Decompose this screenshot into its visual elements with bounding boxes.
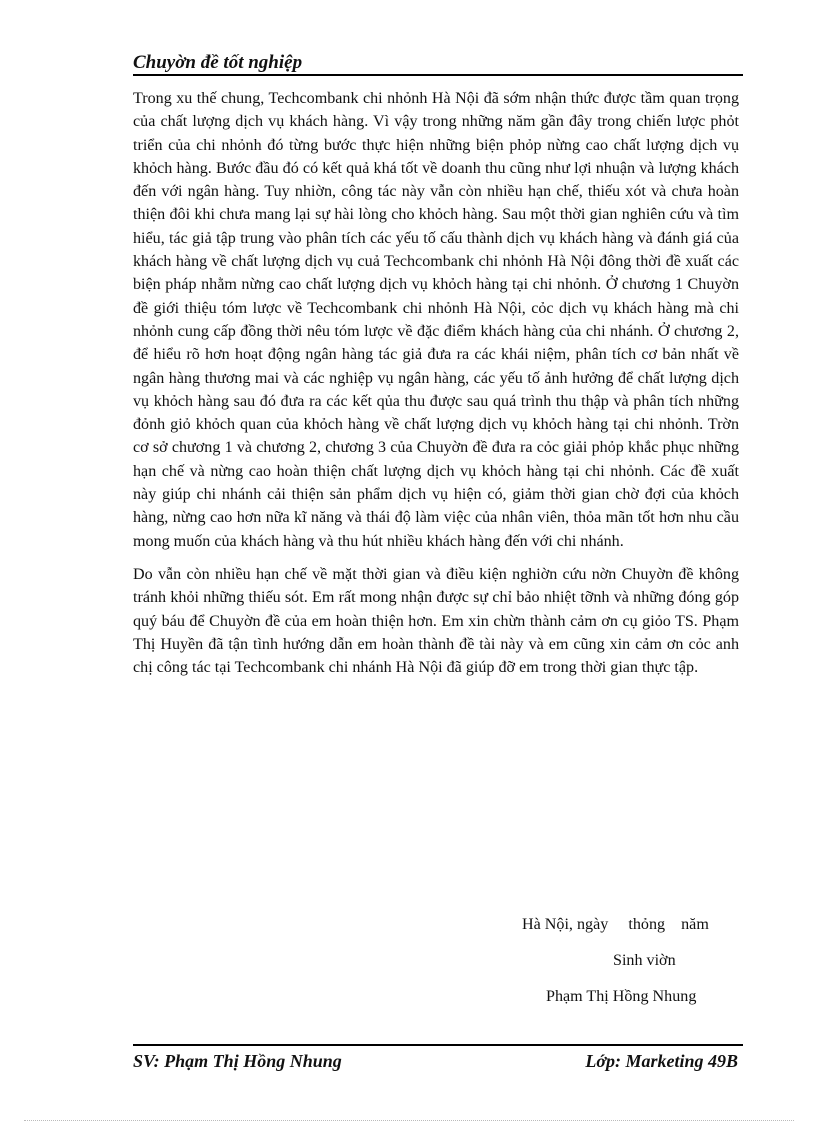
footer-class: Lớp: Marketing 49B <box>585 1051 738 1071</box>
signature-role: Sinh viờn <box>613 952 676 969</box>
paragraph-1: Trong xu thế chung, Techcombank chi nhỏnh Hà Nội đã sớm nhận thức được tầm quan trọng của chất lượng dịch vụ khách hàng. Vì vậy trong những năm gần đây trong chiến lược phỏt triển của chi nhỏnh đó từng bước thực hiện những biện phỏp nừng cao chất lượng dịch vụ khỏch hàng. Bước đầu đó có kết quả khá tốt về doanh thu cũng như lợi nhuận và lượng khách đến với ngân hàng. Tuy nhiờn, công tác này vẫn còn nhiều hạn chế, thiếu xót và chưa hoàn thiện đôi khi chưa mang lại sự hài lòng cho khỏch hàng. Sau một thời gian nghiên cứu và tìm hiểu, tác giả tập trung vào phân tích các yếu tố cấu thành dịch vụ khách hàng và đánh giá của khách hàng về chất lượng dịch vụ cuả Techcombank chi nhỏnh Hà Nội đông thời đề xuất các biện pháp nhằm nừng cao chất lượng dịch vụ khỏch hàng tại chi nhỏnh. Ở chương 1 Chuyờn đề giới thiệu tóm lược về Techcombank chi nhỏnh Hà Nội, cỏc dịch vụ khách hàng mà chi nhỏnh cung cấp đồng thời nêu tóm lược về đặc điểm khách hàng của chi nhánh. Ở chương 2, để hiểu rõ hơn hoạt động ngân hàng tác giả đưa ra các khái niệm, phân tích cơ bản nhất về ngân hàng thương mai và các nghiệp vụ ngân hàng, các yếu tố ảnh hưởng để chất lượng dịch vụ khỏch hàng sau đó đưa ra các kết qủa thu được sau quá trình thu thập và phân tích những đỏnh giỏ khỏch quan của khỏch hàng về chất lượng dịch vụ khỏch hàng tại chi nhỏnh. Trờn cơ sở chương 1 và chương 2, chương 3 của Chuyờn đề đưa ra cỏc giải phỏp khắc phục những hạn chế và nừng cao hoàn thiện chất lượng dịch vụ khỏch hàng tại chi nhỏnh. Các đề xuất này giúp chi nhánh cải thiện sản phẩm dịch vụ hiện có, giảm thời gian chờ đợi của khỏch hàng, nừng cao hơn nữa kĩ năng và thái độ làm việc của nhân viên, thỏa mãn tốt hơn nhu cầu mong muốn của khách hàng và thu hút nhiều khách hàng đến với chi nhánh. <box>133 90 739 550</box>
footer-divider <box>133 1044 743 1046</box>
page-header-title: Chuyờn đề tốt nghiệp <box>133 52 303 73</box>
paragraph-2: Do vẫn còn nhiều hạn chế về mặt thời gian và điều kiện nghiờn cứu nờn Chuyờn đề không tránh khỏi những thiếu sót. Em rất mong nhận được sự chỉ bảo nhiệt tỡnh và những đóng góp quý báu để Chuyờn đề của em hoàn thiện hơn. Em xin chừn thành cảm ơn cụ giỏo TS. Phạm Thị Huyền đã tận tình hướng dẫn em hoàn thành đề tài này và em cũng xin cảm ơn cỏc anh chị công tác tại Techcombank chi nhánh Hà Nội đã giúp đỡ em trong thời gian thực tập. <box>133 565 739 677</box>
footer-student: SV: Phạm Thị Hồng Nhung <box>133 1051 342 1071</box>
signature-name: Phạm Thị Hồng Nhung <box>546 988 697 1005</box>
header-divider <box>133 74 743 76</box>
signature-place-date: Hà Nội, ngày thỏng năm <box>522 916 709 933</box>
document-body <box>133 87 739 689</box>
page-bottom-edge <box>24 1120 794 1121</box>
